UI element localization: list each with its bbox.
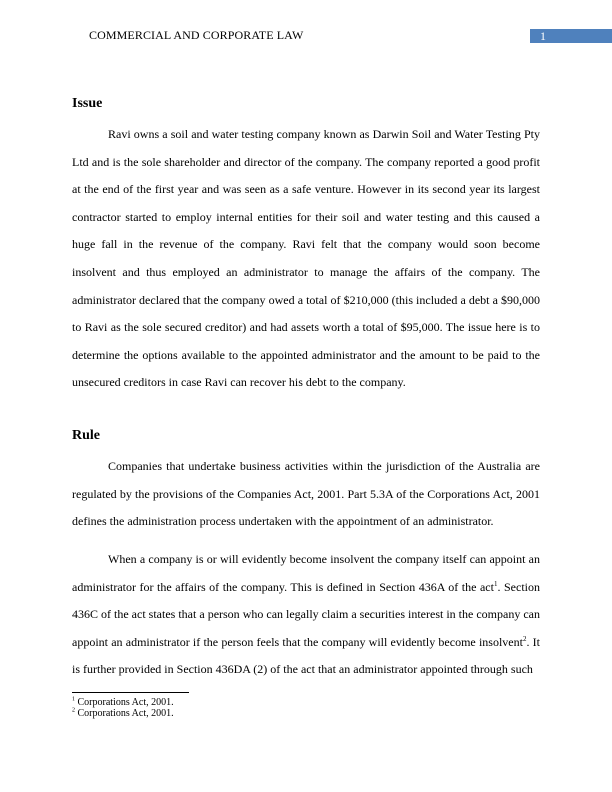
rule-paragraph-2 — [72, 546, 540, 684]
page-number-badge: 1 — [530, 29, 612, 43]
footnote-ref-1: 1 — [493, 579, 498, 588]
footnote-1 — [72, 697, 174, 708]
rule-paragraph-1: Companies that undertake business activities within the jurisdiction of the Australia are regulated by the provisions of the Companies Act, 2001. Part 5.3A of the Corporations Act, 2001 defines the administration process undertaken with the appointment of an administrator. — [72, 459, 540, 529]
running-header-title: COMMERCIAL AND CORPORATE LAW — [89, 28, 304, 42]
footnote-2 — [72, 708, 174, 719]
footnotes — [72, 697, 174, 719]
rule-paragraph-2-text-b: . Section 436C of the act states that a person who can legally claim a securities interest in the company can appoint an administrator if the person feels that the company will evidently become insolvent — [72, 579, 540, 649]
footnote-2-marker: 2 — [72, 707, 75, 714]
footnote-ref-2: 2 — [522, 634, 527, 643]
footnote-1-text: Corporations Act, 2001. — [75, 697, 174, 708]
rule-paragraph-2-text-c: . It is further provided in Section 436DA (2) of the act that an administrator appointed through such — [72, 634, 540, 677]
footnote-separator — [72, 692, 189, 693]
issue-heading: Issue — [72, 96, 103, 111]
issue-paragraph: Ravi owns a soil and water testing company known as Darwin Soil and Water Testing Pty Ltd and is the sole shareholder and director of the company. The company reported a good profit at the end of the first year and was seen as a safe venture. However in its second year its largest contractor started to employ internal entities for their soil and water testing and this caused a huge fall in the revenue of the company. Ravi felt that the company would soon become insolvent and thus employed an administrator to manage the affairs of the company. The administrator declared that the company owed a total of $210,000 (this included a debt a $90,000 to Ravi as the sole secured creditor) and had assets worth a total of $95,000. The issue here is to determine the options available to the appointed administrator and the amount to be paid to the unsecured creditors in case Ravi can recover his debt to the company. — [72, 127, 540, 390]
rule-heading: Rule — [72, 428, 100, 443]
rule-paragraph-2-text-a: When a company is or will evidently become insolvent the company itself can appoint an administrator for the affairs of the company. This is defined in Section 436A of the act — [72, 552, 540, 594]
footnote-2-text: Corporations Act, 2001. — [75, 708, 174, 719]
footnote-1-marker: 1 — [72, 696, 75, 703]
